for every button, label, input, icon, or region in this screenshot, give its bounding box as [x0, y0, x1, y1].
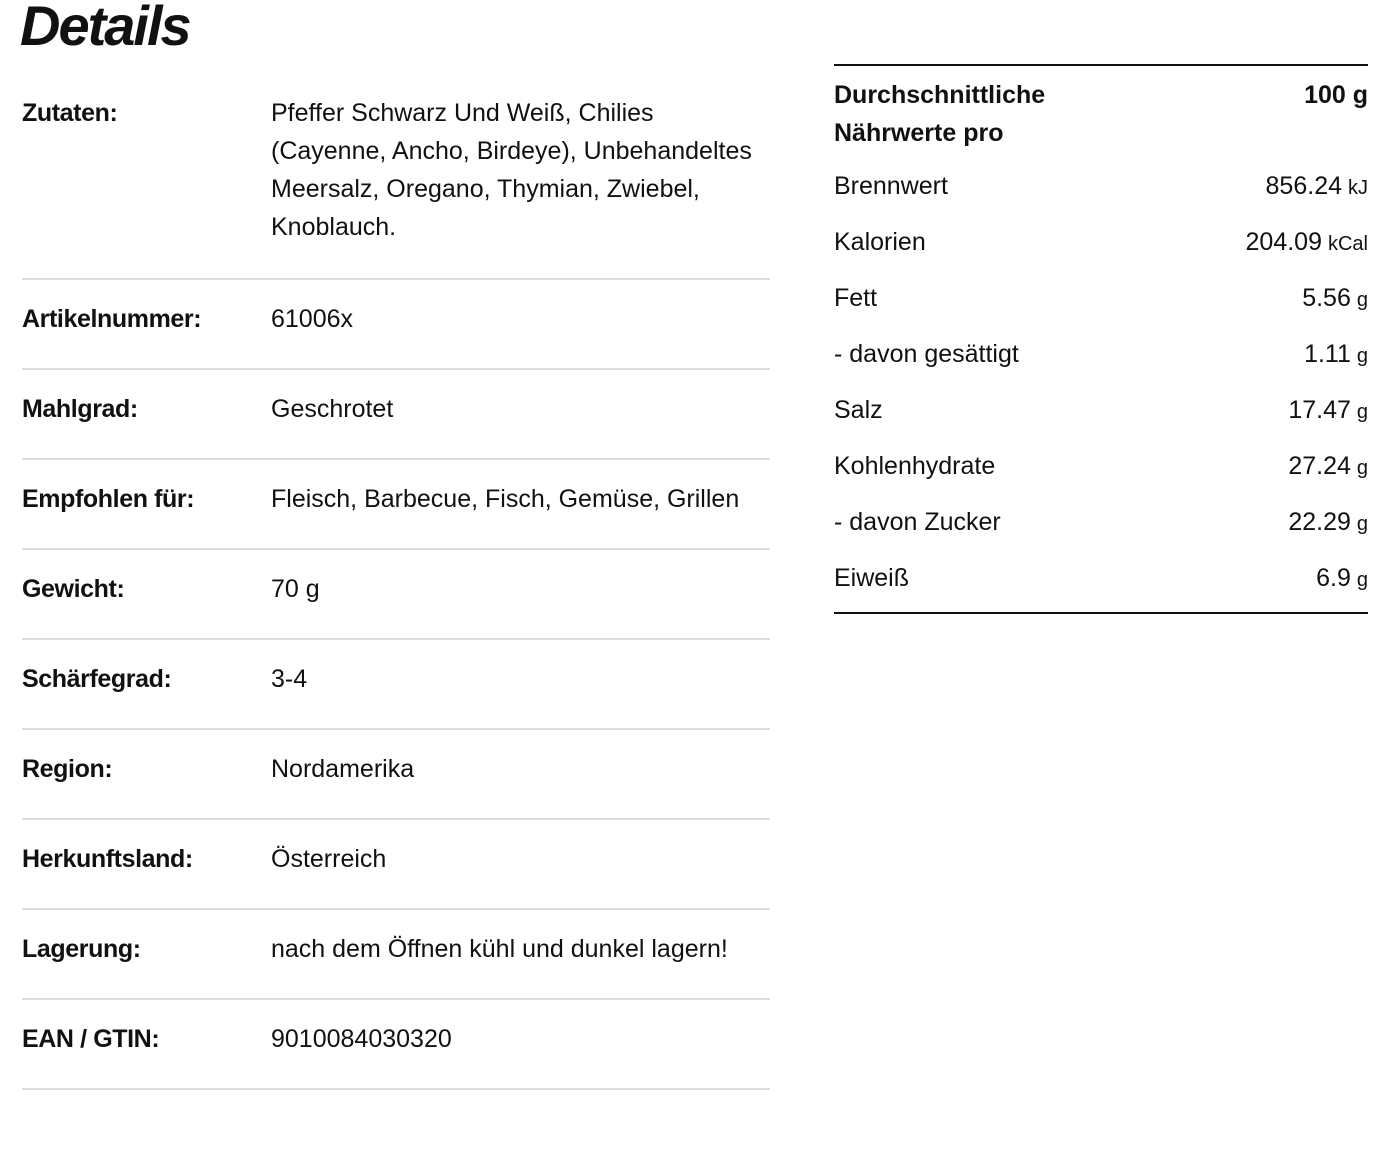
detail-row-zutaten: [22, 80, 770, 280]
detail-label: Mahlgrad:: [22, 395, 138, 423]
detail-label: Herkunftsland:: [22, 845, 193, 873]
nutrition-row-eiweiss: [834, 550, 1368, 606]
nutrition-row-kohlenhydrate: [834, 438, 1368, 494]
detail-value: Österreich: [271, 845, 387, 873]
nutrition-name: Kohlenhydrate: [834, 451, 996, 480]
detail-label: Artikelnummer:: [22, 305, 202, 333]
detail-value: Nordamerika: [271, 755, 415, 783]
nutrition-amount: 27.24: [1288, 451, 1351, 480]
nutrition-row-salz: [834, 382, 1368, 438]
details-table: [22, 80, 770, 1090]
nutrition-row-zucker: [834, 494, 1368, 550]
detail-value: 61006x: [271, 305, 354, 333]
nutrition-value: [1288, 396, 1368, 425]
nutrition-name: Brennwert: [834, 171, 948, 200]
nutrition-name: Fett: [834, 283, 878, 312]
detail-value: 70 g: [271, 575, 320, 603]
detail-row-artikelnummer: [22, 280, 770, 370]
detail-row-herkunftsland: [22, 820, 770, 910]
nutrition-unit: g: [1356, 456, 1368, 479]
nutrition-header: [834, 66, 1368, 158]
nutrition-amount: 17.47: [1288, 395, 1351, 424]
detail-row-region: [22, 730, 770, 820]
detail-label: EAN / GTIN:: [22, 1025, 160, 1053]
detail-row-gewicht: [22, 550, 770, 640]
nutrition-amount: 1.11: [1304, 339, 1351, 368]
detail-value: nach dem Öffnen kühl und dunkel lagern!: [271, 935, 728, 963]
nutrition-unit: kCal: [1327, 232, 1368, 255]
detail-row-mahlgrad: [22, 370, 770, 460]
nutrition-name: - davon gesättigt: [834, 339, 1019, 368]
nutrition-value: [1316, 564, 1368, 593]
nutrition-value: [1246, 228, 1368, 257]
nutrition-row-fett: [834, 270, 1368, 326]
detail-row-lagerung: [22, 910, 770, 1000]
nutrition-header-label: Durchschnittliche Nährwerte pro: [834, 81, 1046, 147]
nutrition-unit: kJ: [1348, 176, 1368, 199]
nutrition-value: [1304, 340, 1368, 369]
nutrition-amount: 5.56: [1302, 283, 1351, 312]
nutrition-row-brennwert: [834, 158, 1368, 214]
nutrition-value: [1288, 508, 1368, 537]
nutrition-unit: g: [1356, 400, 1368, 423]
detail-value: 9010084030320: [271, 1025, 452, 1053]
detail-value: Fleisch, Barbecue, Fisch, Gemüse, Grillen: [271, 485, 740, 513]
detail-label: Schärfegrad:: [22, 665, 172, 693]
detail-row-ean: [22, 1000, 770, 1090]
nutrition-value: [1288, 452, 1368, 481]
nutrition-amount: 22.29: [1288, 507, 1351, 536]
nutrition-amount: 6.9: [1316, 563, 1351, 592]
page-title: Details: [20, 0, 190, 57]
nutrition-row-gesaettigt: [834, 326, 1368, 382]
nutrition-name: Salz: [834, 395, 883, 424]
nutrition-amount: 204.09: [1245, 227, 1322, 256]
nutrition-unit: g: [1356, 344, 1368, 367]
detail-label: Empfohlen für:: [22, 485, 195, 513]
nutrition-header-value: 100 g: [1304, 81, 1368, 109]
detail-value: 3-4: [271, 665, 308, 693]
nutrition-name: Kalorien: [834, 227, 926, 256]
nutrition-amount: 856.24: [1265, 171, 1342, 200]
detail-label: Zutaten:: [22, 99, 118, 127]
nutrition-row-kalorien: [834, 214, 1368, 270]
detail-value: Pfeffer Schwarz Und Weiß, Chilies (Cayenne, Ancho, Birdeye), Unbehandeltes Meersalz, Oregano, Thymian, Zwiebel, Knoblauch.: [271, 99, 752, 241]
detail-value: Geschrotet: [271, 395, 394, 423]
detail-label: Gewicht:: [22, 575, 125, 603]
detail-label: Region:: [22, 755, 113, 783]
nutrition-table: [834, 64, 1368, 614]
nutrition-value: [1302, 284, 1368, 313]
nutrition-name: Eiweiß: [834, 563, 910, 592]
nutrition-unit: g: [1356, 512, 1368, 535]
detail-row-empfohlen: [22, 460, 770, 550]
detail-row-schaerfegrad: [22, 640, 770, 730]
nutrition-name: - davon Zucker: [834, 507, 1001, 536]
detail-label: Lagerung:: [22, 935, 141, 963]
nutrition-value: [1266, 172, 1368, 201]
nutrition-unit: g: [1356, 288, 1368, 311]
nutrition-unit: g: [1356, 568, 1368, 591]
